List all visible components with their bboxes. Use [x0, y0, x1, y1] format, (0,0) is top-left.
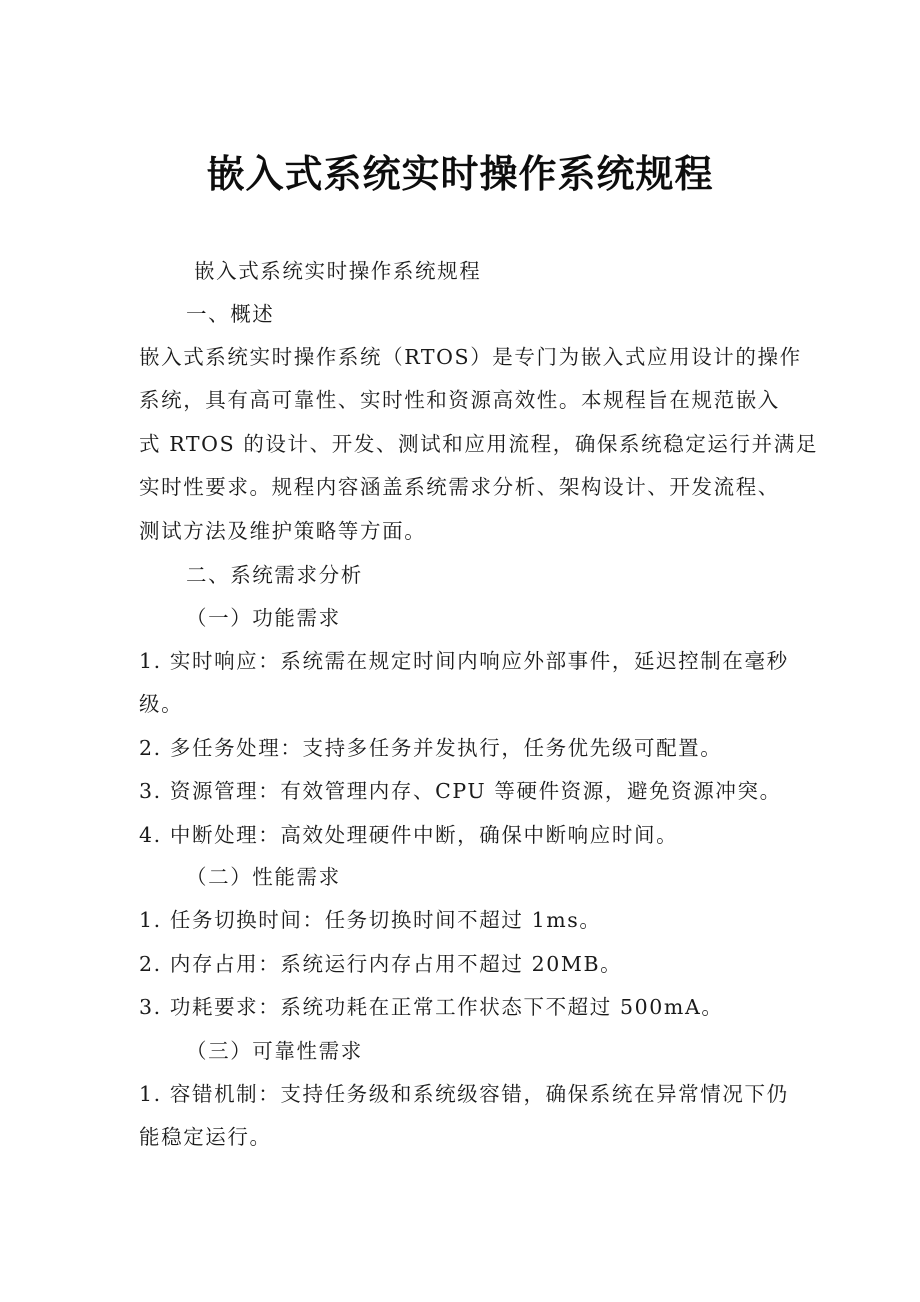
- reliability-item-1-cont: 能稳定运行。: [139, 1125, 272, 1149]
- functional-item-4: 4. 中断处理：高效处理硬件中断，确保中断响应时间。: [139, 823, 679, 847]
- subsection-heading-functional: （一）功能需求: [186, 606, 341, 630]
- functional-item-2: 2. 多任务处理：支持多任务并发执行，任务优先级可配置。: [139, 736, 723, 760]
- functional-item-3: 3. 资源管理：有效管理内存、CPU 等硬件资源，避免资源冲突。: [139, 779, 782, 803]
- overview-paragraph-line: 实时性要求。规程内容涵盖系统需求分析、架构设计、开发流程、: [139, 475, 780, 499]
- document-subtitle: 嵌入式系统实时操作系统规程: [194, 259, 482, 283]
- subsection-heading-performance: （二）性能需求: [186, 865, 341, 889]
- functional-item-1-cont: 级。: [139, 692, 184, 716]
- overview-paragraph-line: 系统，具有高可靠性、实时性和资源高效性。本规程旨在规范嵌入: [139, 388, 780, 412]
- overview-paragraph-line: 嵌入式系统实时操作系统（RTOS）是专门为嵌入式应用设计的操作: [139, 345, 802, 369]
- performance-item-1: 1. 任务切换时间：任务切换时间不超过 1ms。: [139, 908, 602, 932]
- performance-item-3: 3. 功耗要求：系统功耗在正常工作状态下不超过 500mA。: [139, 995, 724, 1019]
- section-heading-requirements: 二、系统需求分析: [186, 563, 363, 587]
- performance-item-2: 2. 内存占用：系统运行内存占用不超过 20MB。: [139, 952, 623, 976]
- overview-paragraph-line: 式 RTOS 的设计、开发、测试和应用流程，确保系统稳定运行并满足: [139, 432, 818, 456]
- section-heading-overview: 一、概述: [186, 302, 275, 326]
- functional-item-1: 1. 实时响应：系统需在规定时间内响应外部事件，延迟控制在毫秒: [139, 649, 789, 673]
- reliability-item-1: 1. 容错机制：支持任务级和系统级容错，确保系统在异常情况下仍: [139, 1082, 789, 1106]
- overview-paragraph-line: 测试方法及维护策略等方面。: [139, 519, 427, 543]
- document-title: 嵌入式系统实时操作系统规程: [206, 152, 714, 196]
- subsection-heading-reliability: （三）可靠性需求: [186, 1039, 363, 1063]
